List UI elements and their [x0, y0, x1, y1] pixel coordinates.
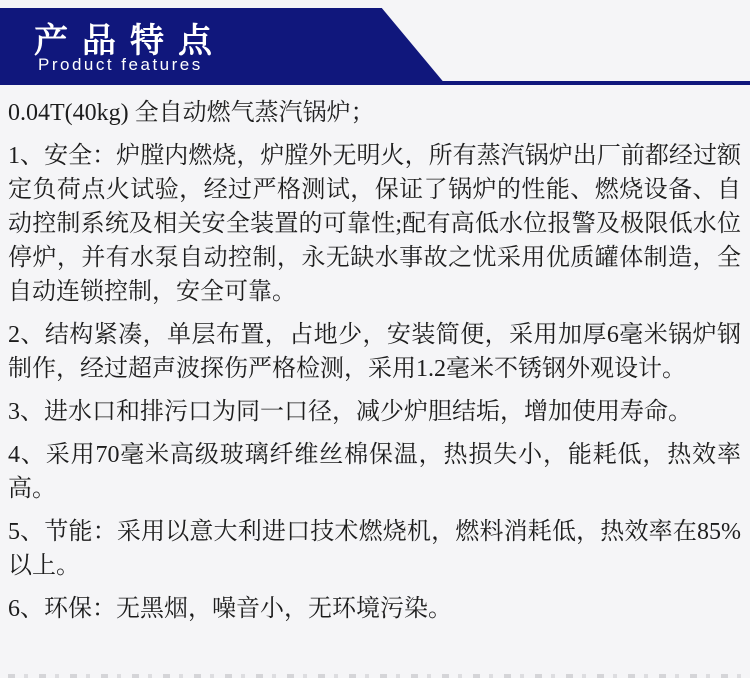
- feature-item-1: 1、安全：炉膛内燃烧，炉膛外无明火，所有蒸汽锅炉出厂前都经过额定负荷点火试验，经过严格测试，保证了锅炉的性能、燃烧设备、自动控制系统及相关安全装置的可靠性;配有高低水位报警及极限低水位停炉，并有水泵自动控制，永无缺水事故之忧采用优质罐体制造，全自动连锁控制，安全可靠。: [8, 143, 741, 305]
- feature-item-4: 4、采用70毫米高级玻璃纤维丝棉保温，热损失小，能耗低，热效率高。: [8, 442, 741, 502]
- section-title-chinese: 产品特点: [34, 23, 226, 60]
- feature-item-6: 6、环保：无黑烟，噪音小，无环境污染。: [8, 596, 452, 622]
- model-intro-line: 0.04T(40kg) 全自动燃气蒸汽锅炉；: [8, 100, 375, 126]
- feature-item-5: 5、节能：采用以意大利进口技术燃烧机，燃料消耗低，热效率在85%以上。: [8, 519, 741, 579]
- section-title-english: Product features: [38, 55, 203, 74]
- feature-item-3: 3、进水口和排污口为同一口径，减少炉胆结垢，增加使用寿命。: [8, 399, 692, 425]
- section-header: [0, 0, 750, 85]
- header-underline-strip: [0, 81, 750, 85]
- clipped-next-line-remnant: [8, 674, 741, 678]
- feature-list: [0, 85, 750, 626]
- feature-item-2: 2、结构紧凑，单层布置，占地少，安装简便，采用加厚6毫米锅炉钢制作，经过超声波探伤严格检测，采用1.2毫米不锈钢外观设计。: [8, 322, 741, 382]
